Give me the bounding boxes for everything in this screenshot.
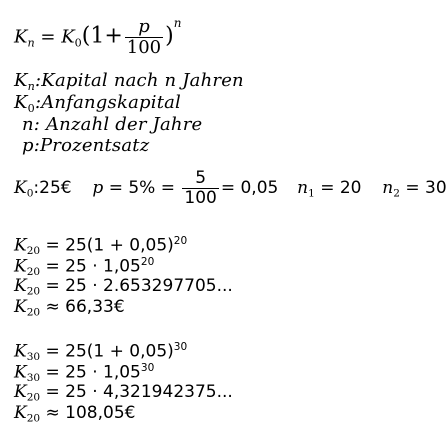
- calc20-2-k: K: [14, 256, 27, 277]
- given-k0-sub: 0: [26, 187, 34, 200]
- given-n1: n: [297, 178, 309, 198]
- calc30-4-sub: 20: [26, 412, 41, 425]
- given-denominator: 100: [184, 188, 217, 208]
- calc30-2-k: K: [14, 362, 27, 383]
- calc20-1-exp: 20: [173, 235, 188, 247]
- given-n1-sub: 1: [308, 187, 315, 200]
- given-p: p: [92, 178, 104, 198]
- calc30-2-exp: 30: [140, 362, 155, 374]
- calc20-1-k: K: [14, 235, 27, 256]
- calc20-2-sub: 20: [26, 266, 41, 278]
- given-values: [14, 170, 447, 207]
- legend-k0: [14, 94, 181, 114]
- given-p-rhs: = 0,05: [220, 178, 279, 198]
- legend-k0-sym: K: [14, 92, 28, 113]
- legend-k0-text: :Anfangskapital: [34, 92, 182, 113]
- calc20-3-expr: 25 · 2.653297705...: [65, 276, 233, 296]
- calc30-line-2: [14, 363, 154, 384]
- formula-k0: K: [61, 26, 75, 48]
- legend-k0-sub: 0: [27, 101, 35, 115]
- calc30-1-op: =: [40, 341, 66, 362]
- legend-n-text: : Anzahl der Jahre: [33, 114, 203, 135]
- calc30-line-3: [14, 384, 233, 403]
- calc30-1-expr: 25(1 + 0,05): [65, 341, 174, 362]
- legend-p: [22, 137, 149, 155]
- formula-k-sub: n: [27, 36, 35, 50]
- calc20-2-expr: 25 · 1,05: [65, 256, 141, 277]
- formula-denominator: 100: [126, 37, 162, 58]
- legend-kn-text: :Kapital nach n Jahren: [35, 70, 244, 91]
- calc20-1-expr: 25(1 + 0,05): [65, 235, 174, 256]
- given-n2-val: = 30: [399, 178, 447, 198]
- legend-kn: [14, 72, 244, 92]
- calc30-4-expr: 108,05€: [65, 403, 136, 423]
- given-n2-sub: 2: [393, 187, 400, 200]
- calc30-3-k: K: [14, 382, 27, 402]
- legend-p-text: :Prozentsatz: [33, 135, 150, 156]
- calc20-3-sub: 20: [26, 285, 41, 298]
- given-p-mid: = 5% =: [103, 178, 181, 198]
- legend-n-sym: n: [22, 114, 34, 135]
- calc30-line-1: [14, 342, 187, 363]
- given-numerator: 5: [195, 168, 207, 188]
- calc20-4-sub: 20: [26, 306, 41, 319]
- formula-equals: =: [40, 26, 56, 48]
- given-fraction: [182, 170, 218, 207]
- calc20-1-sub: 20: [26, 245, 41, 257]
- calc30-4-op: ≈: [40, 403, 66, 423]
- calc30-line-4: [14, 405, 135, 424]
- calc20-line-1: [14, 236, 187, 257]
- given-n1-val: = 20: [314, 178, 362, 198]
- calc20-4-op: ≈: [40, 297, 66, 317]
- calc20-4-k: K: [14, 297, 27, 317]
- calc20-line-3: [14, 278, 233, 297]
- calc30-3-sub: 20: [26, 391, 41, 404]
- given-n2: n: [382, 178, 394, 198]
- calc30-1-k: K: [14, 341, 27, 362]
- formula-close: ): [165, 23, 174, 49]
- formula-numerator: p: [138, 16, 150, 37]
- legend-p-sym: p: [22, 135, 34, 156]
- main-formula: [14, 15, 182, 58]
- calc20-4-expr: 66,33€: [65, 297, 125, 317]
- legend-kn-sub: n: [27, 79, 36, 93]
- calc30-3-op: =: [40, 382, 66, 402]
- calc30-2-expr: 25 · 1,05: [65, 362, 141, 383]
- calc30-4-k: K: [14, 403, 27, 423]
- calc20-2-exp: 20: [140, 256, 155, 268]
- formula-fraction: [125, 18, 163, 57]
- calc20-line-4: [14, 299, 125, 318]
- formula-k: K: [14, 26, 28, 48]
- calc20-1-op: =: [40, 235, 66, 256]
- calc20-line-2: [14, 257, 154, 278]
- given-k0: K: [14, 178, 27, 198]
- calc30-2-op: =: [40, 362, 66, 383]
- calc20-3-k: K: [14, 276, 27, 296]
- formula-exponent: n: [173, 15, 182, 30]
- calc20-2-op: =: [40, 256, 66, 277]
- legend-n: [22, 116, 202, 134]
- formula-open: (1+: [81, 23, 123, 49]
- calc30-1-exp: 30: [173, 341, 188, 353]
- calc30-3-expr: 25 · 4,321942375...: [65, 382, 233, 402]
- calc20-3-op: =: [40, 276, 66, 296]
- calc30-2-sub: 30: [26, 372, 41, 384]
- legend-kn-sym: K: [14, 70, 28, 91]
- formula-k0-sub: 0: [74, 36, 82, 50]
- given-k0-val: :25€: [33, 178, 72, 198]
- calc30-1-sub: 30: [26, 351, 41, 363]
